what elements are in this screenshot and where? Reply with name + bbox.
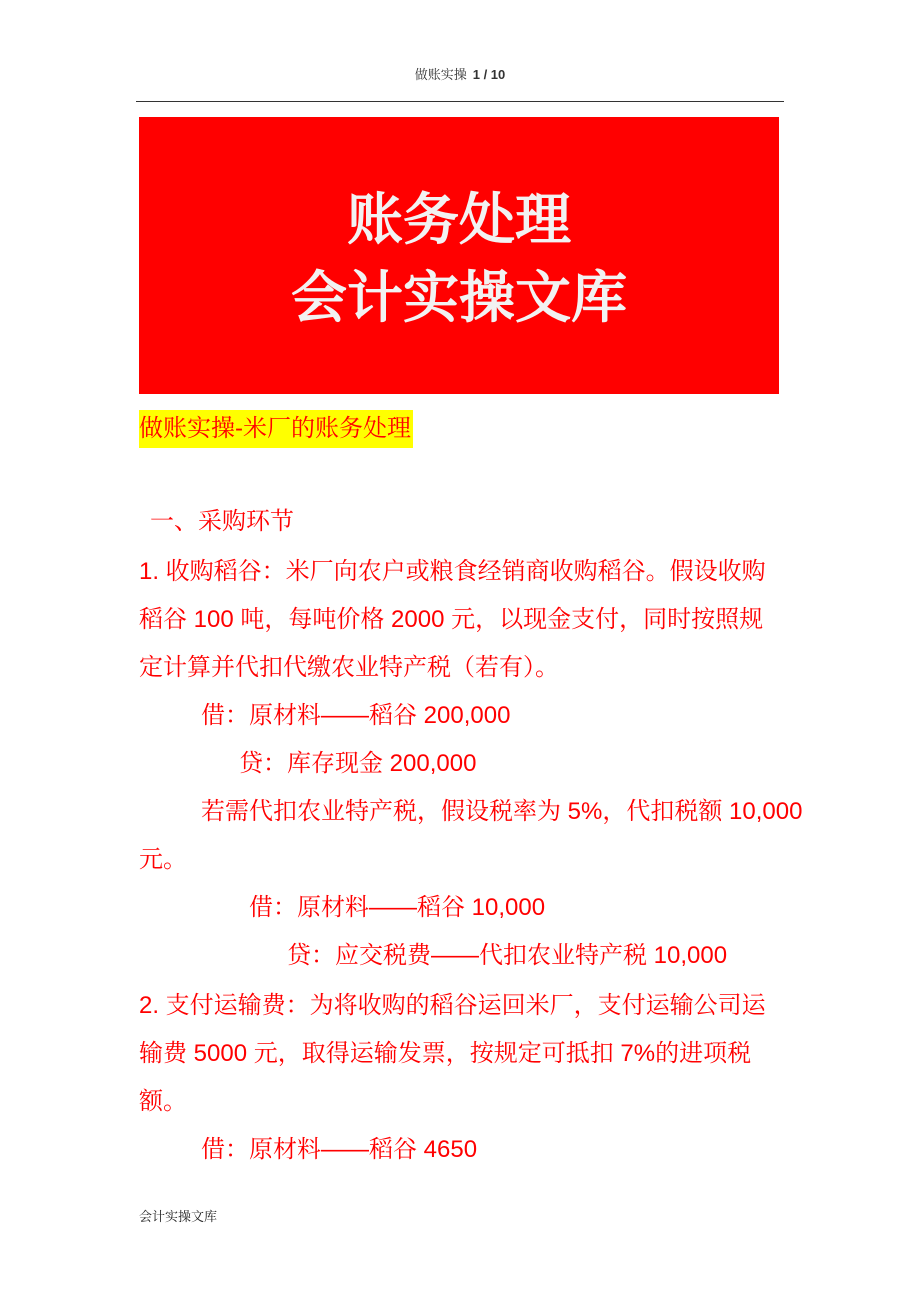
journal-debit: 借：原材料——稻谷 200,000 [201,702,511,729]
journal-credit: 贷：应交税费——代扣农业特产税 10,000 [287,942,728,969]
paragraph-line: 输费 5000 元，取得运输发票，按规定可抵扣 7%的进项税 [139,1040,752,1067]
section-heading: 一、采购环节 [150,508,294,535]
document-title: 做账实操-米厂的账务处理 [139,410,413,448]
header-doc-name: 做账实操 [414,67,467,82]
journal-credit: 贷：库存现金 200,000 [239,750,477,777]
page-footer: 会计实操文库 [139,1209,218,1224]
paragraph-line: 若需代扣农业特产税，假设税率为 5%，代扣税额 10,000 [201,798,803,825]
page-header [0,64,920,83]
paragraph-line: 1. 收购稻谷：米厂向农户或粮食经销商收购稻谷。假设收购 [139,558,766,585]
cover-banner [139,117,779,394]
banner-line-2: 会计实操文库 [291,266,627,329]
banner-line-1: 账务处理 [347,188,571,251]
paragraph-line: 元。 [139,846,187,873]
header-divider [136,101,784,102]
page-number: 1 / 10 [472,67,506,82]
paragraph-line: 额。 [139,1088,187,1115]
journal-debit: 借：原材料——稻谷 4650 [201,1136,478,1163]
journal-debit: 借：原材料——稻谷 10,000 [249,894,546,921]
paragraph-line: 定计算并代扣代缴农业特产税（若有）。 [139,654,559,681]
paragraph-line: 稻谷 100 吨，每吨价格 2000 元，以现金支付，同时按照规 [139,606,764,633]
paragraph-line: 2. 支付运输费：为将收购的稻谷运回米厂，支付运输公司运 [139,992,766,1019]
